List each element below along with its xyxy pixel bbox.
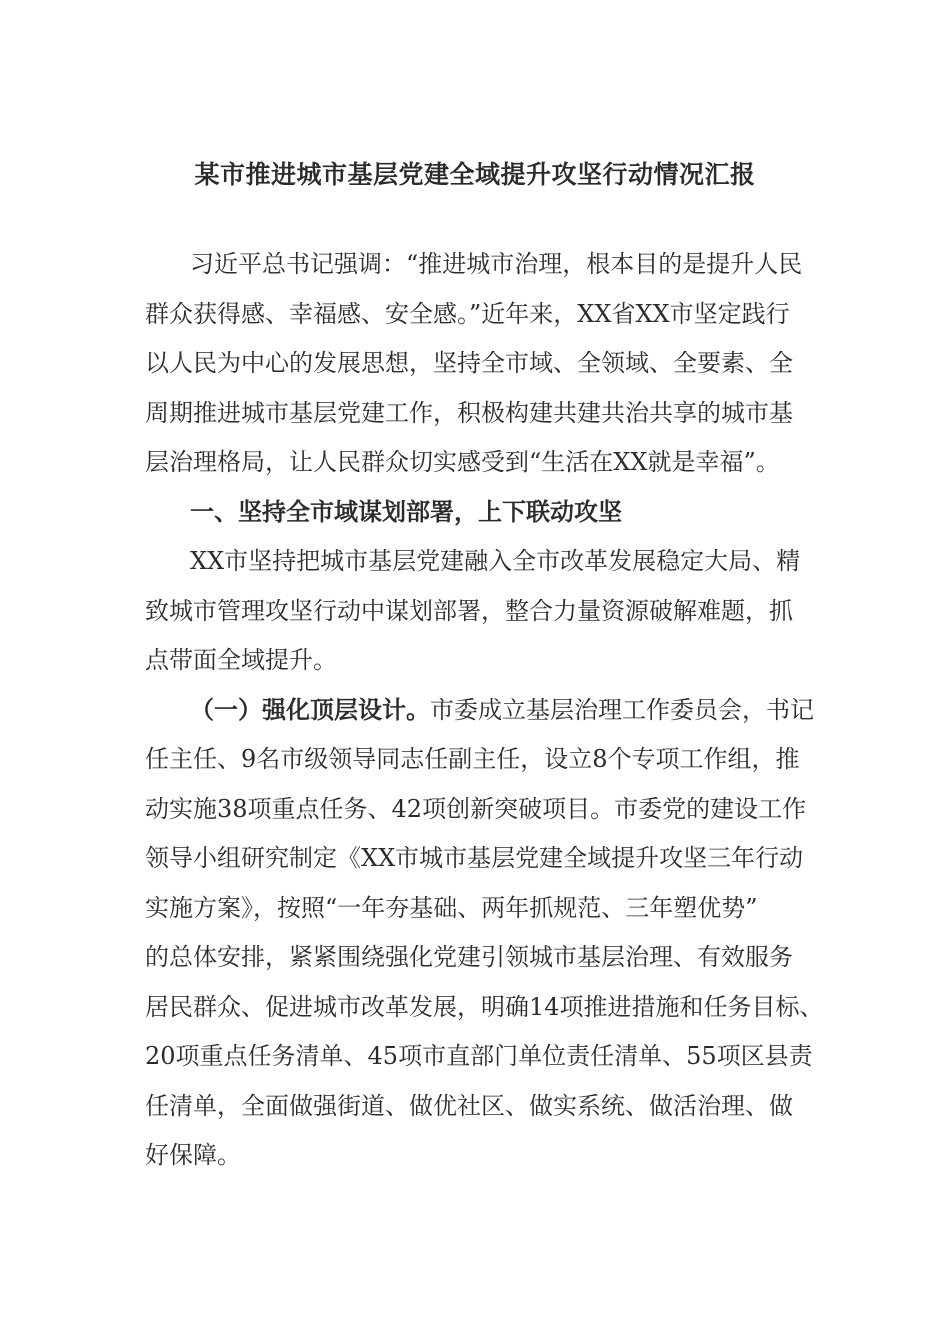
intro-line: 群众获得感、幸福感、安全感。”近年来，XX省XX市坚定践行 bbox=[145, 299, 790, 328]
subsection-first-line bbox=[145, 686, 814, 736]
document-title: 某市推进城市基层党建全域提升攻坚行动情况汇报 bbox=[194, 160, 756, 189]
subsection-line: 居民群众、促进城市改革发展，明确14项推进措施和任务目标、 bbox=[145, 992, 824, 1021]
subsection-line: 任主任、9名市级领导同志任副主任，设立8个专项工作组，推 bbox=[145, 745, 800, 773]
section-line: XX市坚持把城市基层党建融入全市改革发展稳定大局、精 bbox=[190, 547, 801, 575]
subsection-lead: （一）强化顶层设计。 bbox=[190, 695, 430, 724]
subsection-line: 的总体安排，紧紧围绕强化党建引领城市基层治理、有效服务 bbox=[145, 943, 793, 971]
subsection-line: 动实施38项重点任务、42项创新突破项目。市委党的建设工作 bbox=[145, 794, 807, 823]
document-body bbox=[145, 240, 824, 1181]
subsection-line: 20项重点任务清单、45项市直部门单位责任清单、55项区县责 bbox=[145, 1042, 813, 1070]
intro-paragraph bbox=[145, 240, 810, 488]
subsection-line: 实施方案》，按照“一年夯基础、两年抓规范、三年塑优势” bbox=[145, 893, 758, 922]
section-heading: 一、坚持全市域谋划部署，上下联动攻坚 bbox=[190, 497, 622, 526]
subsection-line: 任清单，全面做强街道、做优社区、做实系统、做活治理、做 bbox=[145, 1091, 793, 1120]
subsection-line: 领导小组研究制定《XX市城市基层党建全域提升攻坚三年行动 bbox=[145, 844, 804, 872]
intro-line: 层治理格局，让人民群众切实感受到“生活在XX就是幸福”。 bbox=[145, 448, 780, 476]
subsection-paragraph bbox=[145, 686, 824, 1181]
section-line: 点带面全域提升。 bbox=[145, 646, 337, 674]
intro-line: 习近平总书记强调：“推进城市治理，根本目的是提升人民 bbox=[190, 250, 803, 278]
intro-line: 周期推进城市基层党建工作，积极构建共建共治共享的城市基 bbox=[145, 398, 793, 427]
subsection-line: 好保障。 bbox=[145, 1141, 241, 1169]
section-line: 致城市管理攻坚行动中谋划部署，整合力量资源破解难题，抓 bbox=[145, 596, 793, 625]
intro-line: 以人民为中心的发展思想，坚持全市域、全领域、全要素、全 bbox=[145, 349, 793, 377]
subsection-first-rest: 市委成立基层治理工作委员会，书记 bbox=[430, 695, 814, 724]
section-paragraph bbox=[145, 537, 810, 686]
